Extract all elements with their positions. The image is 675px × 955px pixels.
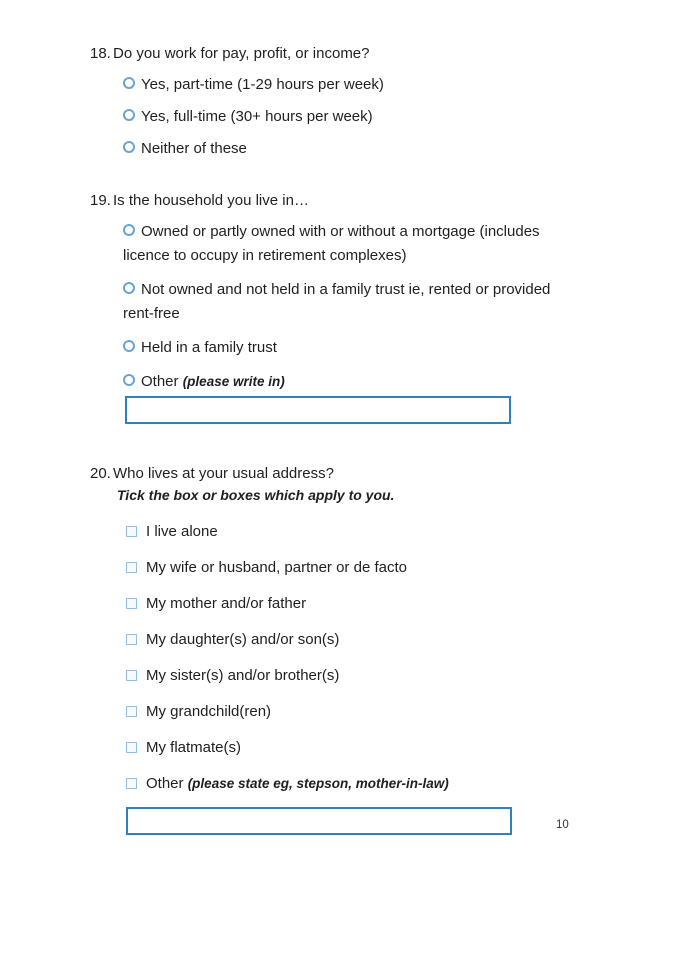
option-label: Held in a family trust — [141, 339, 277, 356]
question-19 — [90, 191, 615, 424]
option-label: My flatmate(s) — [146, 739, 242, 756]
checkbox-option — [126, 630, 615, 649]
option-group — [123, 220, 583, 424]
option-label: My grandchild(ren) — [146, 703, 272, 720]
checkbox-icon[interactable] — [126, 598, 137, 609]
checkbox-icon[interactable] — [126, 526, 137, 537]
option-label: My wife or husband, partner or de facto — [146, 559, 407, 576]
write-in-input[interactable] — [126, 807, 512, 835]
option-label: My mother and/or father — [146, 595, 307, 612]
option-group — [123, 75, 615, 159]
question-title — [90, 44, 615, 63]
option-label: Other — [141, 373, 179, 390]
page-number: 10 — [556, 819, 569, 831]
question-title — [90, 191, 615, 210]
question-20 — [90, 464, 615, 835]
radio-option — [123, 75, 615, 95]
option-label: My sister(s) and/or brother(s) — [146, 667, 340, 684]
radio-button-icon[interactable] — [123, 340, 135, 352]
option-label: I live alone — [146, 523, 218, 540]
option-label: Yes, part-time (1-29 hours per week) — [141, 76, 384, 93]
checkbox-icon[interactable] — [126, 562, 137, 573]
radio-button-icon[interactable] — [123, 282, 135, 294]
question-title — [90, 464, 615, 483]
checkbox-option — [126, 774, 615, 793]
checkbox-option — [126, 558, 615, 577]
checkbox-icon[interactable] — [126, 778, 137, 789]
radio-button-icon[interactable] — [123, 374, 135, 386]
checkbox-icon[interactable] — [126, 670, 137, 681]
write-in-input[interactable] — [125, 396, 511, 424]
radio-option — [123, 220, 583, 268]
checkbox-icon[interactable] — [126, 634, 137, 645]
question-number: 18. — [90, 45, 111, 62]
question-text: Do you work for pay, profit, or income? — [113, 45, 370, 62]
question-list — [0, 44, 675, 835]
option-label: Other — [146, 775, 184, 792]
radio-button-icon[interactable] — [123, 224, 135, 236]
option-label: Yes, full-time (30+ hours per week) — [141, 108, 373, 125]
question-text: Is the household you live in… — [113, 192, 309, 209]
radio-button-icon[interactable] — [123, 141, 135, 153]
radio-button-icon[interactable] — [123, 109, 135, 121]
checkbox-option — [126, 738, 615, 757]
radio-option — [123, 370, 583, 394]
radio-option — [123, 278, 583, 326]
question-instruction: Tick the box or boxes which apply to you. — [117, 487, 395, 503]
checkbox-icon[interactable] — [126, 706, 137, 717]
radio-option — [123, 336, 583, 360]
option-group — [126, 522, 615, 835]
radio-option — [123, 107, 615, 127]
question-18 — [90, 44, 615, 159]
checkbox-option — [126, 666, 615, 685]
option-label: Neither of these — [141, 140, 247, 157]
question-number: 20. — [90, 465, 111, 482]
question-number: 19. — [90, 192, 111, 209]
checkbox-option — [126, 522, 615, 541]
checkbox-option — [126, 594, 615, 613]
radio-button-icon[interactable] — [123, 77, 135, 89]
radio-option — [123, 139, 615, 159]
option-note: (please state eg, stepson, mother-in-law) — [187, 776, 449, 791]
option-label: My daughter(s) and/or son(s) — [146, 631, 340, 648]
checkbox-option — [126, 702, 615, 721]
option-note: (please write in) — [182, 374, 285, 389]
question-text: Who lives at your usual address? — [113, 465, 334, 482]
option-label: Owned or partly owned with or without a mortgage (includes licence to occupy in retirement complexes) — [123, 223, 540, 264]
option-label: Not owned and not held in a family trust ie, rented or provided rent-free — [123, 281, 551, 322]
checkbox-icon[interactable] — [126, 742, 137, 753]
